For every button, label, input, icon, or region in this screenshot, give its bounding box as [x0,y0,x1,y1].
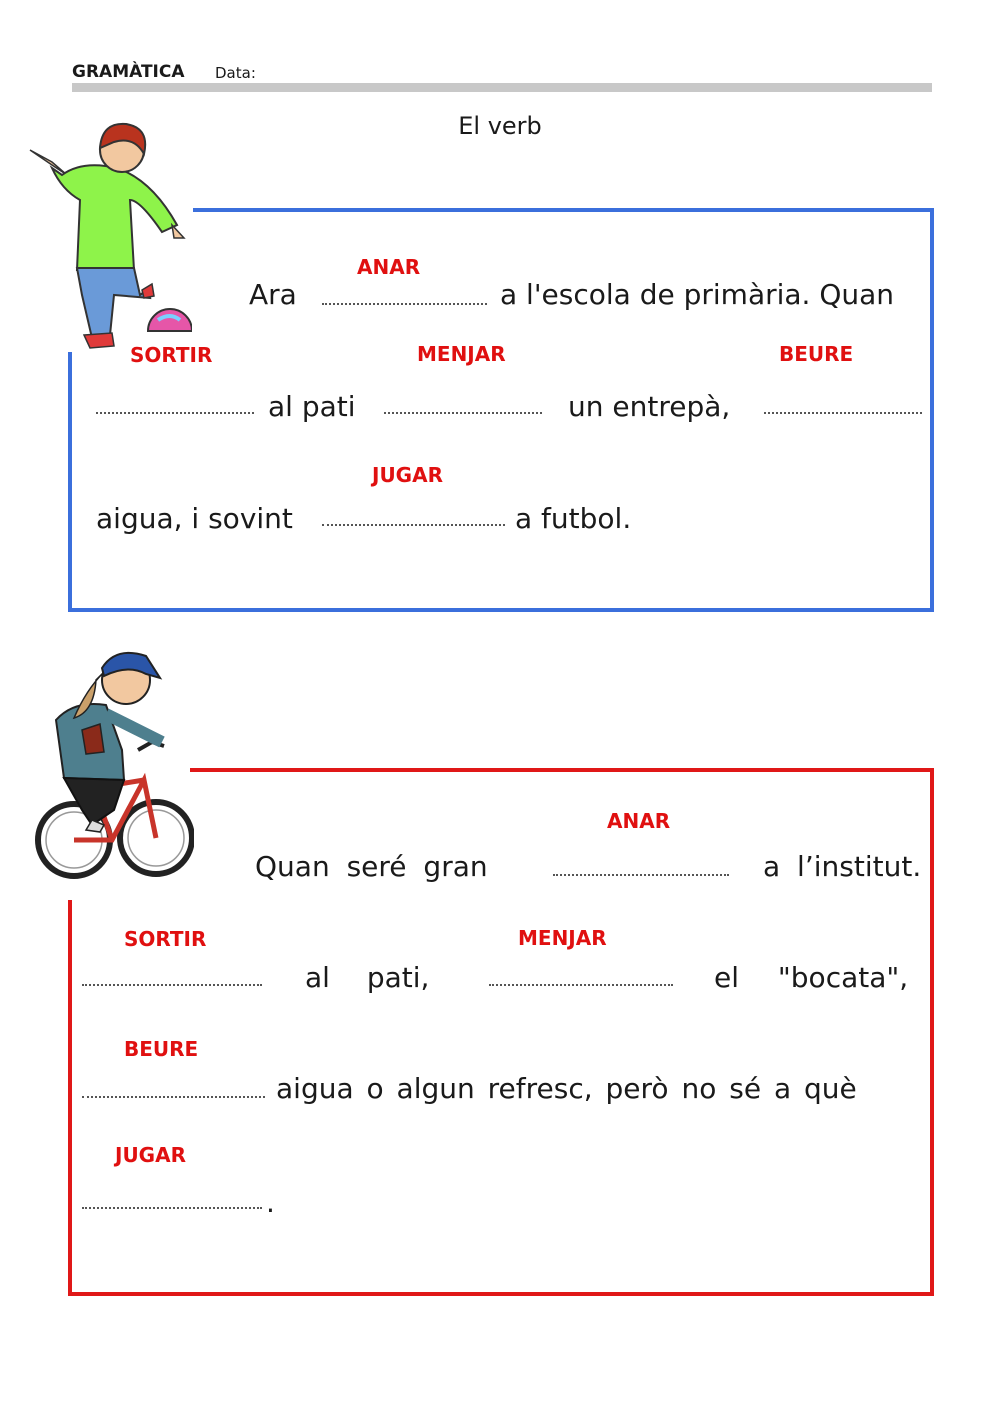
text-el-bocata: el "bocata", [714,961,909,994]
blank-1-anar[interactable] [322,303,487,305]
verb-hint-jugar: JUGAR [372,463,443,487]
verb-hint-jugar-2: JUGAR [115,1143,186,1167]
blank-2-sortir[interactable] [82,984,262,986]
verb-hint-beure-2: BEURE [124,1037,199,1061]
blank-1-jugar[interactable] [322,524,505,526]
subject-label: GRAMÀTICA [72,62,185,82]
text-a-linstitut: a l’institut. [763,850,922,883]
verb-hint-anar: ANAR [357,255,421,279]
red-frame-right [930,768,934,1296]
text-period: . [266,1186,275,1219]
verb-hint-menjar-2: MENJAR [518,926,607,950]
text-entrepa: un entrepà, [568,390,731,423]
header-divider [72,83,932,92]
blank-2-jugar[interactable] [82,1207,262,1209]
kid-on-bicycle-icon [34,650,194,890]
blank-2-menjar[interactable] [489,984,673,986]
red-frame-bottom [68,1292,934,1296]
text-a-futbol: a futbol. [515,502,632,535]
verb-hint-beure: BEURE [779,342,854,366]
text-ara: Ara [249,278,297,311]
blank-1-beure[interactable] [764,412,922,414]
text-al-pati-2: al pati, [305,961,430,994]
red-frame-top [190,768,934,772]
blue-frame-right [930,208,934,612]
blue-frame-left [68,352,72,612]
date-label: Data: [215,64,256,82]
blank-1-sortir[interactable] [96,412,254,414]
text-aigua-refresc: aigua o algun refresc, però no sé a què [276,1072,857,1105]
red-frame-left [68,900,72,1296]
verb-hint-anar-2: ANAR [607,809,671,833]
text-aigua-sovint: aigua, i sovint [96,502,293,535]
blank-1-menjar[interactable] [384,412,542,414]
verb-hint-menjar: MENJAR [417,342,506,366]
text-quan-sere-gran: Quan seré gran [255,850,488,883]
blue-frame-bottom [68,608,934,612]
verb-hint-sortir-2: SORTIR [124,927,207,951]
page-title: El verb [458,112,542,140]
text-al-pati: al pati [268,390,356,423]
verb-hint-sortir: SORTIR [130,343,213,367]
blue-frame-top [193,208,934,212]
text-line1-rest: a l'escola de primària. Quan [500,278,895,311]
blank-2-beure[interactable] [82,1096,265,1098]
blank-2-anar[interactable] [553,874,729,876]
boy-kicking-ball-icon [22,120,192,355]
